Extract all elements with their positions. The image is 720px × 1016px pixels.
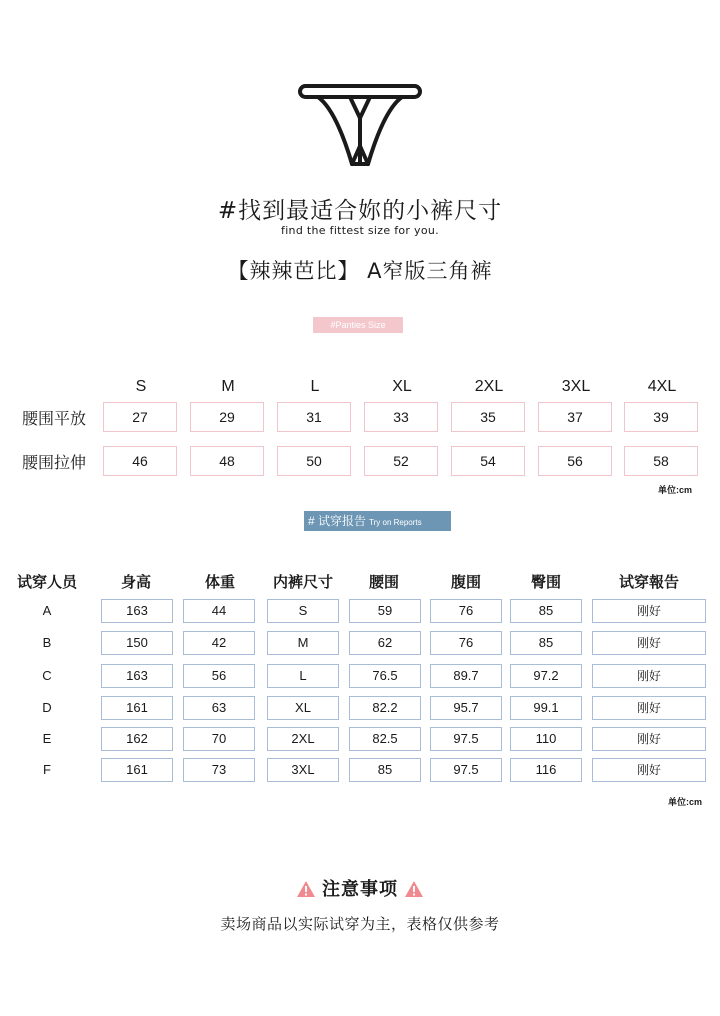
tryon-column-header: 腰围 xyxy=(368,573,399,591)
tryon-column-header: 试穿人员 xyxy=(16,573,77,591)
tryon-person-id: C xyxy=(42,668,52,683)
try-on-tag-label: # 试穿报告 xyxy=(308,514,367,528)
notice-title: 注意事项 xyxy=(322,879,398,900)
size-cell: 48 xyxy=(190,446,264,476)
notice-text: 卖场商品以实际试穿为主，表格仅供参考 xyxy=(220,915,500,933)
size-cell: 39 xyxy=(624,402,698,432)
tryon-cell: 97.5 xyxy=(430,758,502,782)
tryon-cell: 97.2 xyxy=(510,664,582,688)
tryon-cell: 70 xyxy=(183,727,255,751)
tryon-cell: 76.5 xyxy=(349,664,421,688)
tryon-cell: 163 xyxy=(101,664,173,688)
tryon-cell: 62 xyxy=(349,631,421,655)
panties-size-tag: #Panties Size xyxy=(313,317,403,333)
panties-outline-icon xyxy=(296,80,424,172)
size-cell: 50 xyxy=(277,446,351,476)
tryon-cell: 76 xyxy=(430,599,502,623)
tryon-column-header: 腹围 xyxy=(450,573,481,591)
tryon-cell: 82.2 xyxy=(349,696,421,720)
tryon-cell: 110 xyxy=(510,727,582,751)
page-title: #找到最适合妳的小裤尺寸 xyxy=(217,198,503,224)
size-cell: 37 xyxy=(538,402,612,432)
tryon-cell: 85 xyxy=(510,631,582,655)
warning-triangle-icon xyxy=(404,880,424,898)
try-on-tag-en: Try on Reports xyxy=(369,518,422,527)
tryon-column-header: 内裤尺寸 xyxy=(272,573,333,591)
tryon-person-id: D xyxy=(42,700,52,715)
tryon-cell: 95.7 xyxy=(430,696,502,720)
tryon-cell: 150 xyxy=(101,631,173,655)
tryon-cell: 161 xyxy=(101,696,173,720)
size-cell: 56 xyxy=(538,446,612,476)
size-header: 4XL xyxy=(647,378,677,395)
tryon-cell: 73 xyxy=(183,758,255,782)
tryon-cell: 82.5 xyxy=(349,727,421,751)
tryon-cell: S xyxy=(267,599,339,623)
size-cell: 35 xyxy=(451,402,525,432)
size-cell: 31 xyxy=(277,402,351,432)
tryon-cell: M xyxy=(267,631,339,655)
size-row-label: 腰围拉伸 xyxy=(22,453,87,472)
size-cell: 29 xyxy=(190,402,264,432)
tryon-cell: 刚好 xyxy=(592,631,706,655)
tryon-person-id: B xyxy=(42,635,52,650)
size-cell: 46 xyxy=(103,446,177,476)
product-name: 【辣辣芭比】 A窄版三角裤 xyxy=(227,259,493,283)
size-header: XL xyxy=(392,378,412,395)
tryon-cell: 59 xyxy=(349,599,421,623)
tryon-cell: 刚好 xyxy=(592,599,706,623)
size-cell: 27 xyxy=(103,402,177,432)
notice-title-row xyxy=(0,875,720,901)
tryon-cell: 99.1 xyxy=(510,696,582,720)
tryon-cell: 44 xyxy=(183,599,255,623)
tryon-cell: 163 xyxy=(101,599,173,623)
tryon-cell: XL xyxy=(267,696,339,720)
size-cell: 54 xyxy=(451,446,525,476)
size-cell: 58 xyxy=(624,446,698,476)
tryon-person-id: A xyxy=(42,603,52,618)
size-unit-label: 单位:cm xyxy=(658,485,693,495)
tryon-person-id: E xyxy=(42,731,52,746)
tryon-cell: 63 xyxy=(183,696,255,720)
tryon-cell: 116 xyxy=(510,758,582,782)
warning-triangle-icon xyxy=(296,880,316,898)
size-header: 3XL xyxy=(561,378,591,395)
tryon-cell: 刚好 xyxy=(592,696,706,720)
tryon-cell: 3XL xyxy=(267,758,339,782)
page-subtitle: find the fittest size for you. xyxy=(281,224,439,237)
tryon-cell: 85 xyxy=(349,758,421,782)
tryon-cell: 89.7 xyxy=(430,664,502,688)
tryon-cell: 2XL xyxy=(267,727,339,751)
tryon-cell: 刚好 xyxy=(592,758,706,782)
tryon-cell: L xyxy=(267,664,339,688)
tryon-column-header: 体重 xyxy=(204,573,235,591)
tryon-cell: 56 xyxy=(183,664,255,688)
tryon-cell: 162 xyxy=(101,727,173,751)
tryon-column-header: 试穿報告 xyxy=(618,573,679,591)
tryon-column-header: 身高 xyxy=(120,573,151,591)
try-on-reports-tag xyxy=(304,511,451,531)
tryon-cell: 42 xyxy=(183,631,255,655)
tryon-unit-label: 单位:cm xyxy=(668,797,703,807)
size-row-label: 腰围平放 xyxy=(22,409,87,428)
tryon-person-id: F xyxy=(43,762,51,777)
size-cell: 33 xyxy=(364,402,438,432)
tryon-cell: 161 xyxy=(101,758,173,782)
size-header: L xyxy=(310,378,320,395)
tryon-cell: 97.5 xyxy=(430,727,502,751)
size-header: 2XL xyxy=(474,378,504,395)
tryon-cell: 85 xyxy=(510,599,582,623)
size-cell: 52 xyxy=(364,446,438,476)
tryon-cell: 76 xyxy=(430,631,502,655)
size-header: M xyxy=(221,378,235,395)
size-header: S xyxy=(135,378,147,395)
tryon-cell: 刚好 xyxy=(592,727,706,751)
tryon-column-header: 臀围 xyxy=(530,573,561,591)
tryon-cell: 刚好 xyxy=(592,664,706,688)
